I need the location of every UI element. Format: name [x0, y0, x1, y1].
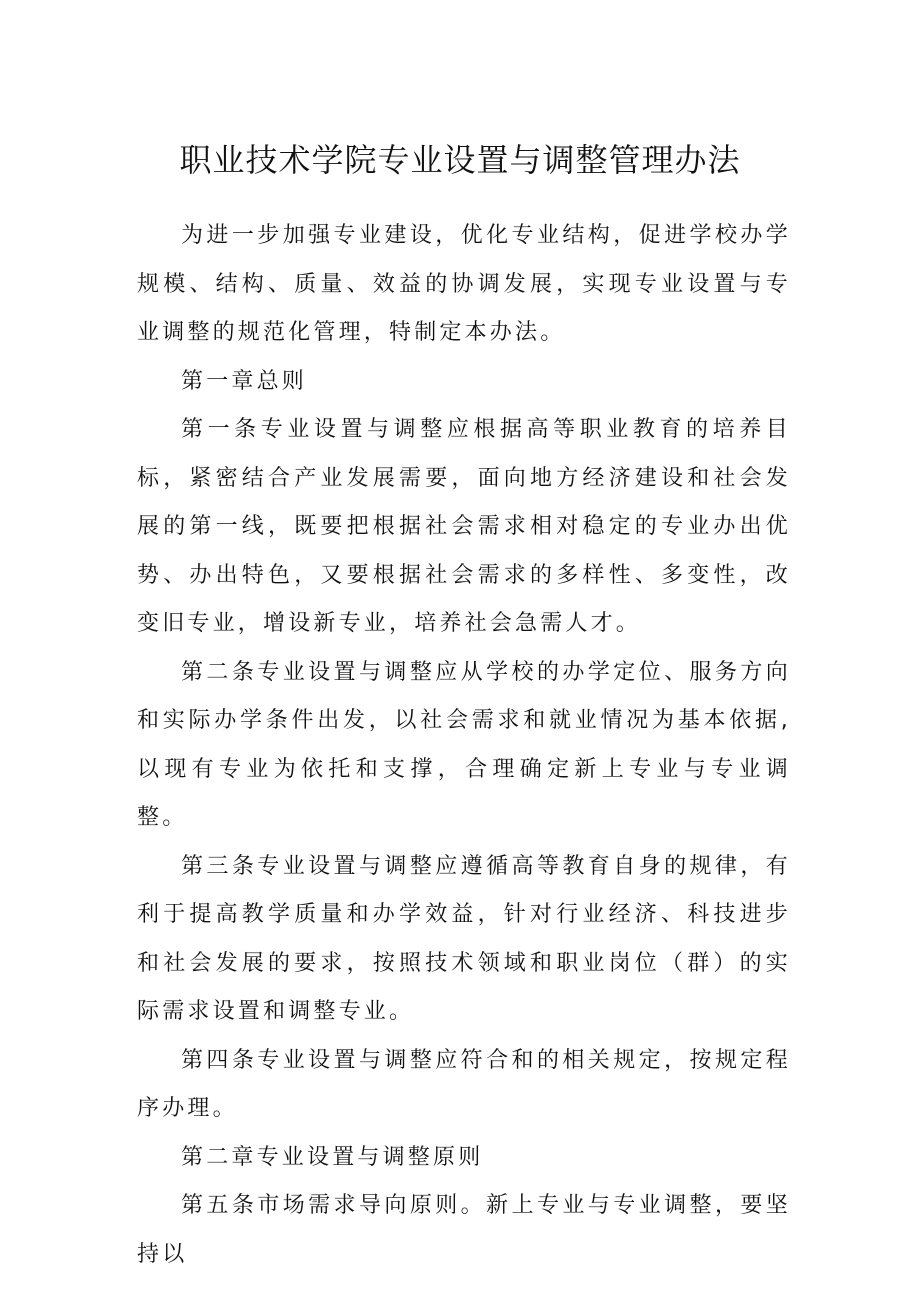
chapter-heading-1: 第一章总则	[181, 368, 308, 394]
article-4: 第四条专业设置与调整应符合和的相关规定，按规定程序办理。	[137, 1047, 791, 1121]
paragraph-intro: 为进一步加强专业建设，优化专业结构，促进学校办学规模、结构、质量、效益的协调发展，实现专业设置与专业调整的规范化管理，特制定本办法。	[137, 223, 791, 345]
article-1: 第一条专业设置与调整应根据高等职业教育的培养目标，紧密结合产业发展需要，面向地方经济建设和社会发展的第一线，既要把根据社会需求相对稳定的专业办出优势、办出特色，又要根据社会需求的多样性、多变性，改变旧专业，增设新专业，培养社会急需人才。	[137, 417, 791, 636]
article-3: 第三条专业设置与调整应遵循高等教育自身的规律，有利于提高教学质量和办学效益，针对行业经济、科技进步和社会发展的要求，按照技术领域和职业岗位（群）的实际需求设置和调整专业。	[137, 853, 791, 1024]
article-5: 第五条市场需求导向原则。新上专业与专业调整，要坚持以	[137, 1193, 791, 1267]
document-title: 职业技术学院专业设置与调整管理办法	[179, 141, 741, 179]
article-2: 第二条专业设置与调整应从学校的办学定位、服务方向和实际办学条件出发，以社会需求和就业情况为基本依据,以现有专业为依托和支撑，合理确定新上专业与专业调整。	[137, 659, 791, 830]
chapter-heading-2: 第二章专业设置与调整原则	[181, 1144, 484, 1170]
document-body	[137, 212, 791, 1279]
